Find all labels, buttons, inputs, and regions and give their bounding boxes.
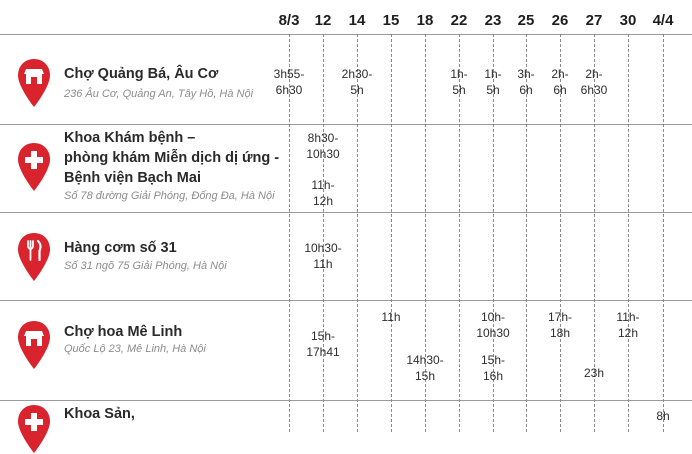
row-divider (0, 400, 692, 401)
row-divider (0, 212, 692, 213)
visit-time (468, 352, 518, 384)
visit-time-line: 5h (486, 83, 500, 97)
date-header: 30 (619, 12, 637, 29)
visit-time-line: 1h- (484, 67, 502, 81)
market-stall-icon (17, 320, 51, 370)
visit-time (332, 66, 382, 98)
date-guide-line (628, 34, 629, 432)
location-address: Số 31 ngõ 75 Giải Phóng, Hà Nội (64, 260, 227, 272)
visit-time (603, 309, 653, 341)
visit-time (638, 408, 688, 424)
visit-time-line: 16h (482, 369, 504, 383)
visit-time-line: 17h- (547, 310, 573, 324)
visit-time (298, 130, 348, 162)
visit-time-line: 2h30- (341, 67, 373, 81)
row-divider (0, 300, 692, 301)
location-title: phòng khám Miễn dịch dị ứng - (64, 150, 280, 166)
visit-time-line: 6h30 (275, 83, 303, 97)
date-header: 18 (416, 12, 434, 29)
cross-horizontal (25, 157, 43, 163)
visit-time (298, 240, 348, 272)
date-header: 25 (517, 12, 535, 29)
visit-time (298, 328, 348, 360)
visit-time-line: 10h30 (306, 147, 340, 161)
visit-time (569, 365, 619, 381)
visit-time-line: 8h (656, 409, 670, 423)
visit-time-line: 11h- (311, 178, 335, 192)
visit-time-line: 12h (312, 194, 334, 208)
visit-time-line: 15h- (480, 353, 506, 367)
row-divider (0, 124, 692, 125)
visit-time-line: 5h (350, 83, 364, 97)
visit-time-line: 6h (519, 83, 533, 97)
date-guide-line (323, 34, 324, 432)
location-pin-icon (17, 142, 51, 192)
visit-time (264, 66, 314, 98)
visit-time-line: 17h41 (306, 345, 340, 359)
medical-cross-icon (17, 142, 51, 192)
date-guide-line (391, 34, 392, 432)
stall-awning (24, 69, 44, 74)
visit-time-line: 8h30- (307, 131, 339, 145)
location-title: Chợ hoa Mê Linh (64, 324, 183, 340)
location-title: Khoa Khám bệnh – (64, 130, 196, 146)
location-title: Khoa Sản, (64, 406, 135, 422)
visit-time-line: 15h- (310, 329, 336, 343)
date-header: 12 (314, 12, 332, 29)
row-divider (0, 34, 692, 35)
date-header: 14 (348, 12, 366, 29)
visit-time (569, 66, 619, 98)
date-guide-line (663, 34, 664, 432)
location-pin-icon (17, 232, 51, 282)
location-address: 236 Âu Cơ, Quảng An, Tây Hồ, Hà Nội (64, 88, 254, 100)
visit-time-line: 1h- (450, 67, 468, 81)
market-stall-icon (17, 58, 51, 108)
visit-time-line: 2h- (585, 67, 603, 81)
visit-time (366, 309, 416, 325)
date-header: 27 (585, 12, 603, 29)
visit-time-line: 11h (313, 257, 333, 271)
date-header: 22 (450, 12, 468, 29)
visit-time-line: 6h (553, 83, 567, 97)
pin-shape (18, 233, 50, 281)
date-header: 8/3 (278, 12, 300, 29)
visit-time-line: 6h30 (580, 83, 608, 97)
date-header: 23 (484, 12, 502, 29)
visit-time-line: 11h (381, 310, 401, 324)
fork-knife-icon (17, 232, 51, 282)
location-title: Hàng cơm số 31 (64, 240, 177, 256)
visit-time-line: 5h (452, 83, 466, 97)
date-header: 4/4 (652, 12, 674, 29)
visit-time (535, 309, 585, 341)
location-pin-icon (17, 58, 51, 108)
stall-door (31, 77, 37, 84)
visit-time-line: 10h30- (304, 241, 342, 255)
date-header: 15 (382, 12, 400, 29)
visit-time-line: 12h (617, 326, 639, 340)
location-pin-icon (17, 404, 51, 454)
visit-time-line: 3h- (517, 67, 535, 81)
location-title: Bệnh viện Bạch Mai (64, 170, 201, 186)
location-address: Số 78 đường Giải Phóng, Đống Đa, Hà Nội (64, 190, 275, 202)
cross-horizontal (25, 419, 43, 425)
visit-time-line: 10h- (480, 310, 506, 324)
location-title: Chợ Quảng Bá, Âu Cơ (64, 66, 219, 82)
visit-time-line: 10h30 (476, 326, 510, 340)
stall-door (31, 339, 37, 346)
stall-awning (24, 331, 44, 336)
visit-time (468, 309, 518, 341)
location-address: Quốc Lộ 23, Mê Linh, Hà Nội (64, 343, 206, 355)
visit-time-line: 3h55- (273, 67, 305, 81)
visit-time-line: 15h (414, 369, 436, 383)
visit-time-line: 14h30- (406, 353, 444, 367)
visit-time-line: 2h- (551, 67, 569, 81)
date-header: 26 (551, 12, 569, 29)
visit-time (298, 177, 348, 209)
medical-cross-icon (17, 404, 51, 454)
visit-time (400, 352, 450, 384)
location-pin-icon (17, 320, 51, 370)
visit-time-line: 23h (583, 366, 605, 380)
visit-time-line: 11h- (616, 310, 640, 324)
visit-time-line: 18h (549, 326, 571, 340)
